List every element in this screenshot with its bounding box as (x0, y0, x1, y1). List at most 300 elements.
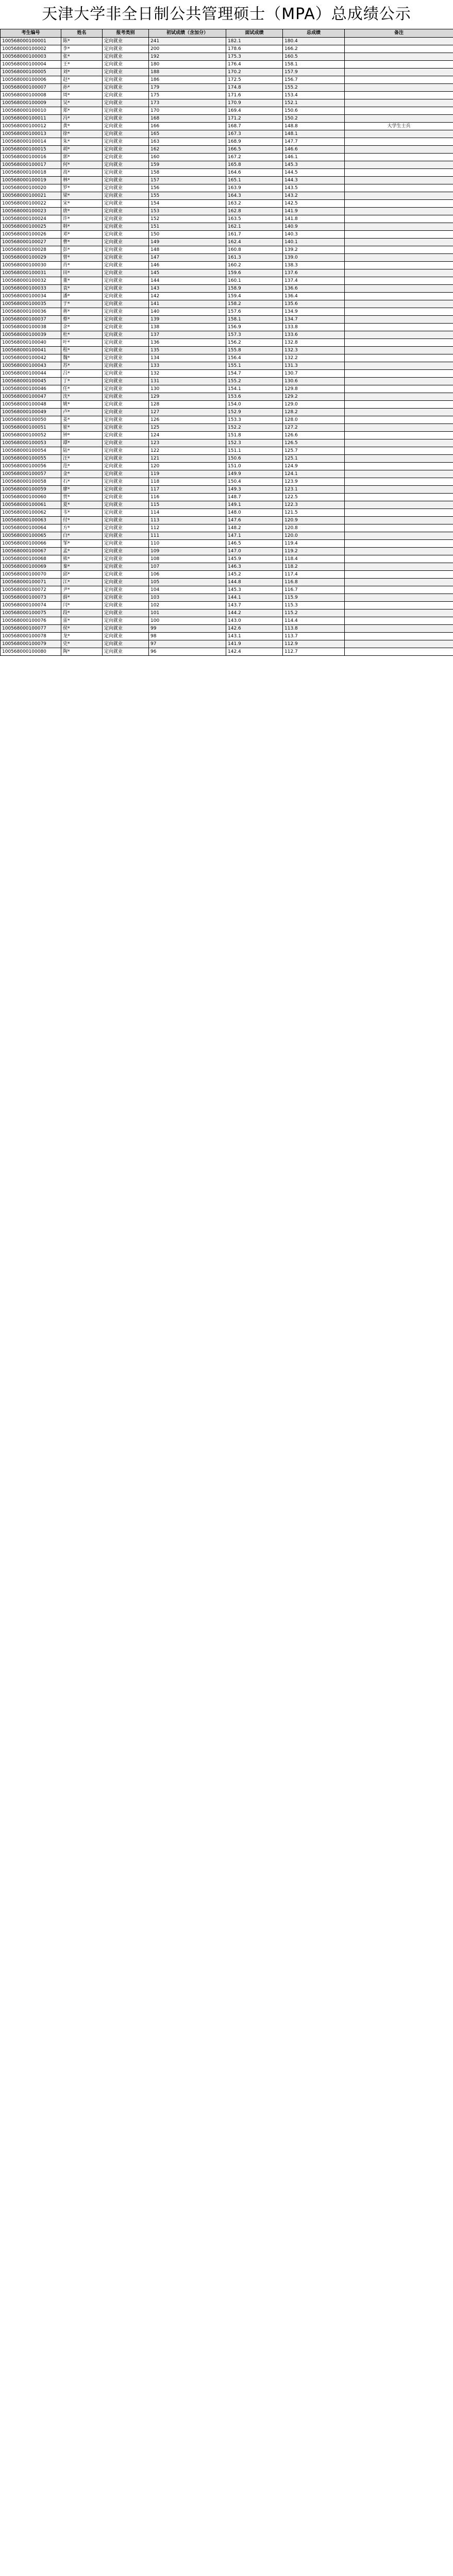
cell-name: 林* (61, 177, 103, 184)
cell-category: 定向就业 (103, 563, 149, 571)
cell-total-score: 133.8 (283, 324, 345, 331)
cell-note (345, 385, 453, 393)
cell-exam-id: 100568000100053 (1, 439, 61, 447)
cell-initial-score: 110 (149, 540, 226, 548)
cell-initial-score: 126 (149, 416, 226, 424)
cell-total-score: 150.2 (283, 115, 345, 123)
cell-interview-score: 158.1 (226, 316, 283, 324)
table-row (1, 300, 453, 308)
cell-total-score: 136.4 (283, 293, 345, 300)
cell-category: 定向就业 (103, 571, 149, 579)
cell-name: 李* (61, 45, 103, 53)
cell-interview-score: 170.9 (226, 99, 283, 107)
table-row (1, 447, 453, 455)
cell-total-score: 116.8 (283, 579, 345, 586)
cell-total-score: 115.9 (283, 594, 345, 602)
cell-interview-score: 151.8 (226, 432, 283, 439)
cell-note (345, 594, 453, 602)
table-row (1, 648, 453, 656)
cell-total-score: 139.2 (283, 246, 345, 254)
cell-name: 叶* (61, 339, 103, 347)
cell-name: 侯* (61, 625, 103, 633)
cell-note (345, 200, 453, 208)
cell-exam-id: 100568000100050 (1, 416, 61, 424)
cell-category: 定向就业 (103, 409, 149, 416)
table-row (1, 61, 453, 69)
cell-name: 周* (61, 92, 103, 99)
cell-name: 秦* (61, 563, 103, 571)
table-row (1, 231, 453, 239)
cell-name: 许* (61, 215, 103, 223)
cell-note (345, 463, 453, 470)
cell-category: 定向就业 (103, 540, 149, 548)
table-row (1, 486, 453, 494)
cell-total-score: 132.2 (283, 354, 345, 362)
cell-category: 定向就业 (103, 370, 149, 378)
cell-note (345, 254, 453, 262)
cell-initial-score: 175 (149, 92, 226, 99)
cell-interview-score: 142.4 (226, 648, 283, 656)
cell-initial-score: 144 (149, 277, 226, 285)
cell-total-score: 115.2 (283, 609, 345, 617)
cell-category: 定向就业 (103, 285, 149, 293)
cell-total-score: 141.8 (283, 215, 345, 223)
cell-name: 贾* (61, 494, 103, 501)
cell-category: 定向就业 (103, 239, 149, 246)
cell-name: 韦* (61, 509, 103, 517)
table-row (1, 463, 453, 470)
cell-interview-score: 146.3 (226, 563, 283, 571)
cell-exam-id: 100568000100024 (1, 215, 61, 223)
table-row (1, 617, 453, 625)
cell-category: 定向就业 (103, 99, 149, 107)
cell-exam-id: 100568000100054 (1, 447, 61, 455)
table-row (1, 69, 453, 76)
col-header-note: 备注 (345, 29, 453, 38)
cell-total-score: 121.5 (283, 509, 345, 517)
cell-category: 定向就业 (103, 401, 149, 409)
cell-exam-id: 100568000100017 (1, 161, 61, 169)
cell-initial-score: 115 (149, 501, 226, 509)
cell-interview-score: 167.3 (226, 130, 283, 138)
table-row (1, 308, 453, 316)
cell-note (345, 76, 453, 84)
cell-category: 定向就业 (103, 184, 149, 192)
cell-initial-score: 99 (149, 625, 226, 633)
cell-exam-id: 100568000100018 (1, 169, 61, 177)
cell-interview-score: 147.0 (226, 548, 283, 555)
cell-note (345, 509, 453, 517)
cell-initial-score: 132 (149, 370, 226, 378)
cell-name: 汪* (61, 455, 103, 463)
cell-note (345, 146, 453, 154)
cell-initial-score: 192 (149, 53, 226, 61)
cell-category: 定向就业 (103, 262, 149, 269)
cell-exam-id: 100568000100055 (1, 455, 61, 463)
cell-note (345, 532, 453, 540)
cell-category: 定向就业 (103, 648, 149, 656)
table-row (1, 269, 453, 277)
table-row (1, 215, 453, 223)
cell-category: 定向就业 (103, 331, 149, 339)
cell-total-score: 114.4 (283, 617, 345, 625)
cell-initial-score: 107 (149, 563, 226, 571)
cell-exam-id: 100568000100077 (1, 625, 61, 633)
cell-category: 定向就业 (103, 130, 149, 138)
cell-interview-score: 178.6 (226, 45, 283, 53)
cell-name: 付* (61, 517, 103, 524)
table-row (1, 146, 453, 154)
table-row (1, 246, 453, 254)
cell-name: 吕* (61, 370, 103, 378)
cell-interview-score: 146.5 (226, 540, 283, 548)
cell-total-score: 126.6 (283, 432, 345, 439)
cell-category: 定向就业 (103, 38, 149, 45)
table-row (1, 640, 453, 648)
cell-note (345, 548, 453, 555)
cell-category: 定向就业 (103, 393, 149, 401)
cell-name: 龙* (61, 633, 103, 640)
cell-initial-score: 133 (149, 362, 226, 370)
cell-initial-score: 136 (149, 339, 226, 347)
cell-exam-id: 100568000100034 (1, 293, 61, 300)
cell-note (345, 69, 453, 76)
cell-category: 定向就业 (103, 633, 149, 640)
cell-interview-score: 161.3 (226, 254, 283, 262)
cell-interview-score: 170.2 (226, 69, 283, 76)
col-header-exam-id: 考生编号 (1, 29, 61, 38)
cell-exam-id: 100568000100001 (1, 38, 61, 45)
cell-category: 定向就业 (103, 123, 149, 130)
cell-total-score: 146.1 (283, 154, 345, 161)
cell-note (345, 609, 453, 617)
cell-total-score: 129.8 (283, 385, 345, 393)
cell-exam-id: 100568000100070 (1, 571, 61, 579)
cell-name: 江* (61, 579, 103, 586)
cell-total-score: 124.9 (283, 463, 345, 470)
cell-exam-id: 100568000100048 (1, 401, 61, 409)
cell-initial-score: 170 (149, 107, 226, 115)
table-row (1, 517, 453, 524)
cell-interview-score: 148.7 (226, 494, 283, 501)
cell-exam-id: 100568000100071 (1, 579, 61, 586)
cell-interview-score: 156.2 (226, 339, 283, 347)
table-row (1, 586, 453, 594)
cell-name: 宋* (61, 200, 103, 208)
cell-name: 陶* (61, 648, 103, 656)
cell-exam-id: 100568000100064 (1, 524, 61, 532)
cell-note (345, 470, 453, 478)
cell-initial-score: 141 (149, 300, 226, 308)
cell-name: 方* (61, 524, 103, 532)
cell-initial-score: 135 (149, 347, 226, 354)
cell-note (345, 223, 453, 231)
table-row (1, 548, 453, 555)
cell-category: 定向就业 (103, 594, 149, 602)
cell-category: 定向就业 (103, 478, 149, 486)
cell-exam-id: 100568000100065 (1, 532, 61, 540)
cell-total-score: 128.0 (283, 416, 345, 424)
cell-note (345, 486, 453, 494)
cell-interview-score: 160.8 (226, 246, 283, 254)
cell-initial-score: 147 (149, 254, 226, 262)
cell-exam-id: 100568000100026 (1, 231, 61, 239)
table-row (1, 239, 453, 246)
table-row (1, 524, 453, 532)
cell-initial-score: 166 (149, 123, 226, 130)
cell-initial-score: 109 (149, 548, 226, 555)
table-row (1, 169, 453, 177)
cell-note (345, 648, 453, 656)
cell-category: 定向就业 (103, 548, 149, 555)
cell-category: 定向就业 (103, 300, 149, 308)
cell-exam-id: 100568000100027 (1, 239, 61, 246)
cell-exam-id: 100568000100012 (1, 123, 61, 130)
table-row (1, 130, 453, 138)
cell-interview-score: 141.9 (226, 640, 283, 648)
cell-category: 定向就业 (103, 61, 149, 69)
cell-name: 闫* (61, 602, 103, 609)
cell-interview-score: 162.4 (226, 239, 283, 246)
cell-interview-score: 161.7 (226, 231, 283, 239)
cell-initial-score: 128 (149, 401, 226, 409)
cell-category: 定向就业 (103, 509, 149, 517)
table-row (1, 594, 453, 602)
cell-name: 蔡* (61, 316, 103, 324)
cell-note (345, 308, 453, 316)
cell-category: 定向就业 (103, 254, 149, 262)
table-row (1, 540, 453, 548)
cell-initial-score: 106 (149, 571, 226, 579)
cell-category: 定向就业 (103, 609, 149, 617)
cell-note (345, 517, 453, 524)
cell-name: 郑* (61, 107, 103, 115)
cell-note (345, 99, 453, 107)
cell-total-score: 153.4 (283, 92, 345, 99)
table-row (1, 432, 453, 439)
cell-total-score: 152.1 (283, 99, 345, 107)
table-row (1, 154, 453, 161)
table-row (1, 123, 453, 130)
table-row (1, 370, 453, 378)
cell-exam-id: 100568000100080 (1, 648, 61, 656)
cell-initial-score: 104 (149, 586, 226, 594)
cell-interview-score: 154.1 (226, 385, 283, 393)
cell-initial-score: 168 (149, 115, 226, 123)
cell-total-score: 129.0 (283, 401, 345, 409)
cell-name: 姚* (61, 401, 103, 409)
cell-total-score: 120.9 (283, 517, 345, 524)
cell-category: 定向就业 (103, 223, 149, 231)
cell-exam-id: 100568000100078 (1, 633, 61, 640)
cell-initial-score: 156 (149, 184, 226, 192)
table-row (1, 439, 453, 447)
table-row (1, 84, 453, 92)
cell-note (345, 393, 453, 401)
cell-initial-score: 101 (149, 609, 226, 617)
cell-exam-id: 100568000100056 (1, 463, 61, 470)
cell-interview-score: 155.2 (226, 378, 283, 385)
cell-exam-id: 100568000100038 (1, 324, 61, 331)
cell-initial-score: 97 (149, 640, 226, 648)
cell-name: 孟* (61, 548, 103, 555)
cell-initial-score: 125 (149, 424, 226, 432)
table-row (1, 571, 453, 579)
cell-exam-id: 100568000100033 (1, 285, 61, 293)
cell-total-score: 140.9 (283, 223, 345, 231)
cell-exam-id: 100568000100060 (1, 494, 61, 501)
table-body (1, 38, 453, 656)
cell-name: 田* (61, 269, 103, 277)
cell-exam-id: 100568000100016 (1, 154, 61, 161)
col-header-interview-score: 面试成绩 (226, 29, 283, 38)
table-row (1, 362, 453, 370)
cell-note (345, 409, 453, 416)
cell-name: 卢* (61, 409, 103, 416)
col-header-total-score: 总成绩 (283, 29, 345, 38)
cell-exam-id: 100568000100073 (1, 594, 61, 602)
table-row (1, 385, 453, 393)
cell-initial-score: 159 (149, 161, 226, 169)
table-row (1, 316, 453, 324)
cell-interview-score: 160.2 (226, 262, 283, 269)
cell-category: 定向就业 (103, 524, 149, 532)
cell-note (345, 61, 453, 69)
table-row (1, 579, 453, 586)
cell-note (345, 362, 453, 370)
cell-name: 丁* (61, 378, 103, 385)
cell-total-score: 134.9 (283, 308, 345, 316)
cell-name: 吴* (61, 99, 103, 107)
cell-name: 姜* (61, 416, 103, 424)
table-row (1, 455, 453, 463)
cell-initial-score: 142 (149, 293, 226, 300)
table-row (1, 107, 453, 115)
cell-initial-score: 122 (149, 447, 226, 455)
cell-initial-score: 102 (149, 602, 226, 609)
cell-total-score: 145.3 (283, 161, 345, 169)
cell-interview-score: 148.0 (226, 509, 283, 517)
cell-note (345, 625, 453, 633)
cell-interview-score: 148.2 (226, 524, 283, 532)
cell-initial-score: 162 (149, 146, 226, 154)
cell-total-score: 119.2 (283, 548, 345, 555)
cell-name: 曹* (61, 239, 103, 246)
cell-note (345, 540, 453, 548)
cell-initial-score: 121 (149, 455, 226, 463)
cell-category: 定向就业 (103, 231, 149, 239)
cell-note (345, 347, 453, 354)
cell-interview-score: 182.1 (226, 38, 283, 45)
cell-name: 高* (61, 169, 103, 177)
cell-interview-score: 159.6 (226, 269, 283, 277)
cell-name: 黄* (61, 123, 103, 130)
cell-note (345, 501, 453, 509)
cell-initial-score: 108 (149, 555, 226, 563)
cell-interview-score: 157.6 (226, 308, 283, 316)
cell-name: 苏* (61, 362, 103, 370)
cell-total-score: 166.2 (283, 45, 345, 53)
cell-total-score: 144.5 (283, 169, 345, 177)
col-header-initial-score: 初试成绩（含加分） (149, 29, 226, 38)
cell-category: 定向就业 (103, 555, 149, 563)
cell-category: 定向就业 (103, 246, 149, 254)
cell-name: 胡* (61, 146, 103, 154)
cell-exam-id: 100568000100076 (1, 617, 61, 625)
cell-initial-score: 143 (149, 285, 226, 293)
cell-note (345, 293, 453, 300)
cell-name: 邱* (61, 571, 103, 579)
cell-interview-score: 171.6 (226, 92, 283, 99)
cell-initial-score: 105 (149, 579, 226, 586)
cell-name: 陆* (61, 447, 103, 455)
cell-interview-score: 156.4 (226, 354, 283, 362)
cell-interview-score: 159.4 (226, 293, 283, 300)
cell-category: 定向就业 (103, 76, 149, 84)
cell-note (345, 184, 453, 192)
cell-exam-id: 100568000100079 (1, 640, 61, 648)
cell-total-score: 124.1 (283, 470, 345, 478)
cell-exam-id: 100568000100075 (1, 609, 61, 617)
cell-category: 定向就业 (103, 192, 149, 200)
cell-exam-id: 100568000100068 (1, 555, 61, 563)
cell-category: 定向就业 (103, 517, 149, 524)
cell-name: 王* (61, 61, 103, 69)
cell-initial-score: 134 (149, 354, 226, 362)
cell-note (345, 269, 453, 277)
cell-interview-score: 162.1 (226, 223, 283, 231)
cell-initial-score: 151 (149, 223, 226, 231)
table-row (1, 192, 453, 200)
cell-interview-score: 172.5 (226, 76, 283, 84)
cell-category: 定向就业 (103, 385, 149, 393)
cell-category: 定向就业 (103, 501, 149, 509)
table-row (1, 563, 453, 571)
cell-interview-score: 155.1 (226, 362, 283, 370)
cell-name: 郭* (61, 154, 103, 161)
cell-initial-score: 200 (149, 45, 226, 53)
cell-note (345, 262, 453, 269)
cell-initial-score: 129 (149, 393, 226, 401)
table-row (1, 509, 453, 517)
cell-total-score: 130.6 (283, 378, 345, 385)
cell-category: 定向就业 (103, 92, 149, 99)
cell-name: 罗* (61, 184, 103, 192)
cell-note (345, 45, 453, 53)
table-row (1, 555, 453, 563)
cell-exam-id: 100568000100044 (1, 370, 61, 378)
table-row (1, 602, 453, 609)
cell-exam-id: 100568000100031 (1, 269, 61, 277)
cell-interview-score: 168.9 (226, 138, 283, 146)
cell-initial-score: 154 (149, 200, 226, 208)
table-row (1, 494, 453, 501)
cell-initial-score: 130 (149, 385, 226, 393)
cell-initial-score: 98 (149, 633, 226, 640)
cell-interview-score: 168.7 (226, 123, 283, 130)
cell-note (345, 246, 453, 254)
table-row (1, 115, 453, 123)
cell-category: 定向就业 (103, 347, 149, 354)
table-row (1, 424, 453, 432)
cell-note (345, 161, 453, 169)
cell-name: 余* (61, 324, 103, 331)
cell-exam-id: 100568000100047 (1, 393, 61, 401)
cell-initial-score: 138 (149, 324, 226, 331)
cell-name: 崔* (61, 424, 103, 432)
cell-interview-score: 152.3 (226, 439, 283, 447)
cell-category: 定向就业 (103, 293, 149, 300)
